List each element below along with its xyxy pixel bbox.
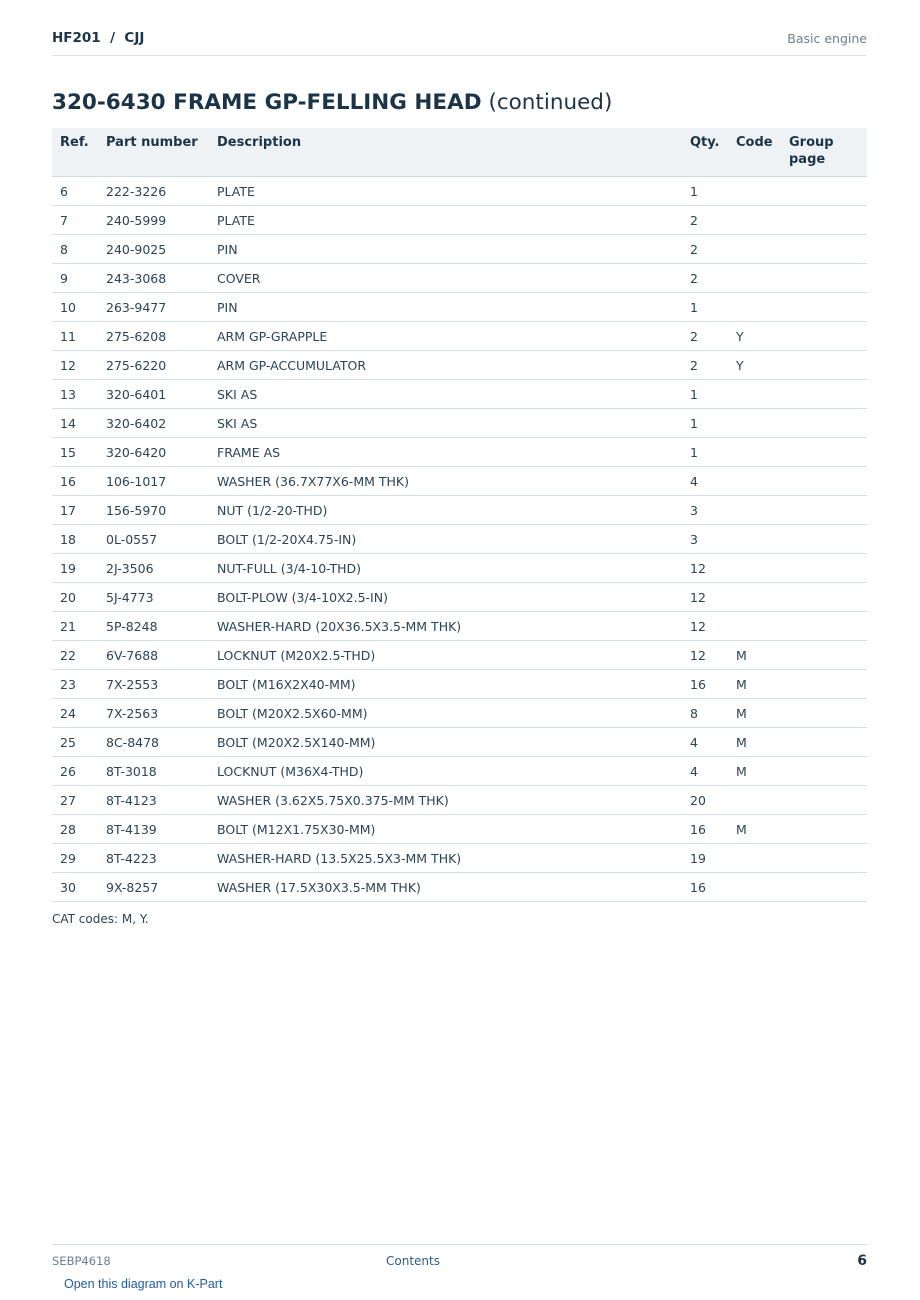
cell-description: WASHER-HARD (20X36.5X3.5-MM THK) — [209, 612, 682, 641]
cell-group-page — [781, 235, 867, 264]
cell-code: M — [728, 699, 781, 728]
cell-description: SKI AS — [209, 409, 682, 438]
table-row — [52, 670, 867, 699]
cell-ref: 7 — [52, 206, 98, 235]
cell-code: M — [728, 757, 781, 786]
cell-description: PLATE — [209, 177, 682, 206]
table-row — [52, 583, 867, 612]
cell-group-page — [781, 583, 867, 612]
table-row — [52, 264, 867, 293]
cell-ref: 13 — [52, 380, 98, 409]
cell-ref: 8 — [52, 235, 98, 264]
cell-description: BOLT (M12X1.75X30-MM) — [209, 815, 682, 844]
cell-group-page — [781, 177, 867, 206]
cell-code — [728, 496, 781, 525]
cell-ref: 15 — [52, 438, 98, 467]
table-row — [52, 467, 867, 496]
table-row — [52, 409, 867, 438]
cell-group-page — [781, 815, 867, 844]
cell-qty: 1 — [682, 177, 728, 206]
cell-part-number: 320-6401 — [98, 380, 209, 409]
cell-description: WASHER (3.62X5.75X0.375-MM THK) — [209, 786, 682, 815]
cell-part-number: 8T-4139 — [98, 815, 209, 844]
cell-ref: 21 — [52, 612, 98, 641]
col-code: Code — [728, 128, 781, 177]
cell-part-number: 320-6402 — [98, 409, 209, 438]
parts-table — [52, 128, 867, 902]
cell-group-page — [781, 322, 867, 351]
cell-qty: 16 — [682, 815, 728, 844]
cell-description: PLATE — [209, 206, 682, 235]
cell-part-number: 240-9025 — [98, 235, 209, 264]
cell-code — [728, 438, 781, 467]
cell-group-page — [781, 351, 867, 380]
contents-link[interactable]: Contents — [386, 1254, 440, 1268]
cell-qty: 2 — [682, 206, 728, 235]
col-ref: Ref. — [52, 128, 98, 177]
cell-ref: 30 — [52, 873, 98, 902]
cell-qty: 16 — [682, 670, 728, 699]
cell-qty: 12 — [682, 583, 728, 612]
col-qty: Qty. — [682, 128, 728, 177]
cell-code — [728, 873, 781, 902]
table-row — [52, 438, 867, 467]
cell-part-number: 5P-8248 — [98, 612, 209, 641]
cat-codes-note: CAT codes: M, Y. — [52, 912, 149, 926]
cell-part-number: 275-6208 — [98, 322, 209, 351]
cell-description: ARM GP-ACCUMULATOR — [209, 351, 682, 380]
col-group-page: Group page — [781, 128, 867, 177]
cell-ref: 23 — [52, 670, 98, 699]
cell-code — [728, 467, 781, 496]
cell-part-number: 8T-3018 — [98, 757, 209, 786]
cell-group-page — [781, 409, 867, 438]
cell-group-page — [781, 525, 867, 554]
cell-description: WASHER (17.5X30X3.5-MM THK) — [209, 873, 682, 902]
cell-code: M — [728, 641, 781, 670]
cell-ref: 16 — [52, 467, 98, 496]
cell-ref: 19 — [52, 554, 98, 583]
model-breadcrumb: HF201 / CJJ — [52, 30, 145, 46]
cell-group-page — [781, 612, 867, 641]
page-title-suffix: (continued) — [488, 90, 613, 115]
cell-qty: 3 — [682, 496, 728, 525]
table-row — [52, 815, 867, 844]
section-label: Basic engine — [787, 31, 867, 46]
cell-part-number: 106-1017 — [98, 467, 209, 496]
cell-part-number: 7X-2553 — [98, 670, 209, 699]
cell-description: BOLT (M20X2.5X140-MM) — [209, 728, 682, 757]
cell-part-number: 8T-4123 — [98, 786, 209, 815]
cell-qty: 1 — [682, 409, 728, 438]
cell-part-number: 9X-8257 — [98, 873, 209, 902]
cell-part-number: 243-3068 — [98, 264, 209, 293]
table-row — [52, 380, 867, 409]
cell-code — [728, 844, 781, 873]
cell-ref: 22 — [52, 641, 98, 670]
cell-qty: 16 — [682, 873, 728, 902]
cell-ref: 6 — [52, 177, 98, 206]
cell-part-number: 7X-2563 — [98, 699, 209, 728]
cell-qty: 1 — [682, 438, 728, 467]
cell-part-number: 275-6220 — [98, 351, 209, 380]
cell-code — [728, 206, 781, 235]
cell-part-number: 8C-8478 — [98, 728, 209, 757]
table-row — [52, 554, 867, 583]
table-row — [52, 496, 867, 525]
document-id: SEBP4618 — [52, 1254, 111, 1268]
cell-ref: 24 — [52, 699, 98, 728]
page-title-main: 320-6430 FRAME GP-FELLING HEAD — [52, 90, 482, 115]
cell-ref: 14 — [52, 409, 98, 438]
cell-group-page — [781, 467, 867, 496]
cell-code — [728, 264, 781, 293]
table-header-row — [52, 128, 867, 177]
table-row — [52, 728, 867, 757]
table-row — [52, 757, 867, 786]
cell-code — [728, 583, 781, 612]
col-description: Description — [209, 128, 682, 177]
cell-description: BOLT (M20X2.5X60-MM) — [209, 699, 682, 728]
open-kpart-link[interactable]: Open this diagram on K-Part — [64, 1277, 223, 1291]
cell-qty: 2 — [682, 235, 728, 264]
cell-qty: 20 — [682, 786, 728, 815]
cell-description: BOLT (1/2-20X4.75-IN) — [209, 525, 682, 554]
cell-description: BOLT (M16X2X40-MM) — [209, 670, 682, 699]
cell-group-page — [781, 699, 867, 728]
col-part-number: Part number — [98, 128, 209, 177]
cell-qty: 4 — [682, 728, 728, 757]
cell-ref: 11 — [52, 322, 98, 351]
cell-qty: 2 — [682, 351, 728, 380]
cell-code: Y — [728, 322, 781, 351]
cell-ref: 9 — [52, 264, 98, 293]
cell-ref: 28 — [52, 815, 98, 844]
cell-group-page — [781, 264, 867, 293]
cell-code — [728, 525, 781, 554]
table-row — [52, 293, 867, 322]
cell-code — [728, 554, 781, 583]
page-number: 6 — [857, 1253, 867, 1269]
cell-group-page — [781, 293, 867, 322]
cell-description: LOCKNUT (M36X4-THD) — [209, 757, 682, 786]
table-row — [52, 177, 867, 206]
cell-part-number: 156-5970 — [98, 496, 209, 525]
table-row — [52, 786, 867, 815]
cell-ref: 25 — [52, 728, 98, 757]
cell-ref: 26 — [52, 757, 98, 786]
cell-group-page — [781, 844, 867, 873]
cell-group-page — [781, 757, 867, 786]
cell-part-number: 222-3226 — [98, 177, 209, 206]
cell-group-page — [781, 438, 867, 467]
cell-group-page — [781, 873, 867, 902]
cell-code: M — [728, 815, 781, 844]
table-row — [52, 351, 867, 380]
cell-description: WASHER (36.7X77X6-MM THK) — [209, 467, 682, 496]
table-row — [52, 525, 867, 554]
cell-group-page — [781, 554, 867, 583]
cell-part-number: 2J-3506 — [98, 554, 209, 583]
cell-description: PIN — [209, 235, 682, 264]
cell-code: M — [728, 670, 781, 699]
parts-table-body — [52, 177, 867, 902]
cell-ref: 27 — [52, 786, 98, 815]
cell-group-page — [781, 641, 867, 670]
cell-ref: 20 — [52, 583, 98, 612]
cell-part-number: 8T-4223 — [98, 844, 209, 873]
page-footer — [52, 1244, 867, 1291]
cell-description: SKI AS — [209, 380, 682, 409]
cell-description: NUT (1/2-20-THD) — [209, 496, 682, 525]
table-row — [52, 612, 867, 641]
cell-qty: 8 — [682, 699, 728, 728]
cell-description: NUT-FULL (3/4-10-THD) — [209, 554, 682, 583]
cell-ref: 29 — [52, 844, 98, 873]
cell-part-number: 320-6420 — [98, 438, 209, 467]
cell-description: COVER — [209, 264, 682, 293]
table-row — [52, 641, 867, 670]
cell-qty: 2 — [682, 264, 728, 293]
cell-qty: 4 — [682, 467, 728, 496]
cell-group-page — [781, 380, 867, 409]
cell-code — [728, 786, 781, 815]
cell-code — [728, 409, 781, 438]
cell-code — [728, 293, 781, 322]
cell-group-page — [781, 728, 867, 757]
cell-qty: 3 — [682, 525, 728, 554]
cell-description: PIN — [209, 293, 682, 322]
cell-group-page — [781, 206, 867, 235]
cell-description: BOLT-PLOW (3/4-10X2.5-IN) — [209, 583, 682, 612]
cell-part-number: 0L-0557 — [98, 525, 209, 554]
cell-qty: 4 — [682, 757, 728, 786]
cell-group-page — [781, 670, 867, 699]
cell-code — [728, 235, 781, 264]
cell-ref: 12 — [52, 351, 98, 380]
cell-group-page — [781, 496, 867, 525]
cell-qty: 2 — [682, 322, 728, 351]
cell-code — [728, 612, 781, 641]
cell-description: ARM GP-GRAPPLE — [209, 322, 682, 351]
table-row — [52, 844, 867, 873]
page-title — [52, 90, 612, 115]
cell-ref: 18 — [52, 525, 98, 554]
cell-code: M — [728, 728, 781, 757]
cell-qty: 12 — [682, 554, 728, 583]
table-row — [52, 235, 867, 264]
cell-description: LOCKNUT (M20X2.5-THD) — [209, 641, 682, 670]
cell-qty: 12 — [682, 612, 728, 641]
cell-code: Y — [728, 351, 781, 380]
table-row — [52, 206, 867, 235]
table-row — [52, 699, 867, 728]
table-row — [52, 873, 867, 902]
cell-group-page — [781, 786, 867, 815]
cell-part-number: 240-5999 — [98, 206, 209, 235]
page-header — [52, 28, 867, 56]
cell-qty: 19 — [682, 844, 728, 873]
cell-part-number: 6V-7688 — [98, 641, 209, 670]
cell-ref: 17 — [52, 496, 98, 525]
cell-qty: 1 — [682, 380, 728, 409]
cell-qty: 1 — [682, 293, 728, 322]
cell-code — [728, 380, 781, 409]
table-row — [52, 322, 867, 351]
cell-part-number: 263-9477 — [98, 293, 209, 322]
cell-part-number: 5J-4773 — [98, 583, 209, 612]
cell-qty: 12 — [682, 641, 728, 670]
cell-ref: 10 — [52, 293, 98, 322]
cell-description: WASHER-HARD (13.5X25.5X3-MM THK) — [209, 844, 682, 873]
cell-code — [728, 177, 781, 206]
cell-description: FRAME AS — [209, 438, 682, 467]
